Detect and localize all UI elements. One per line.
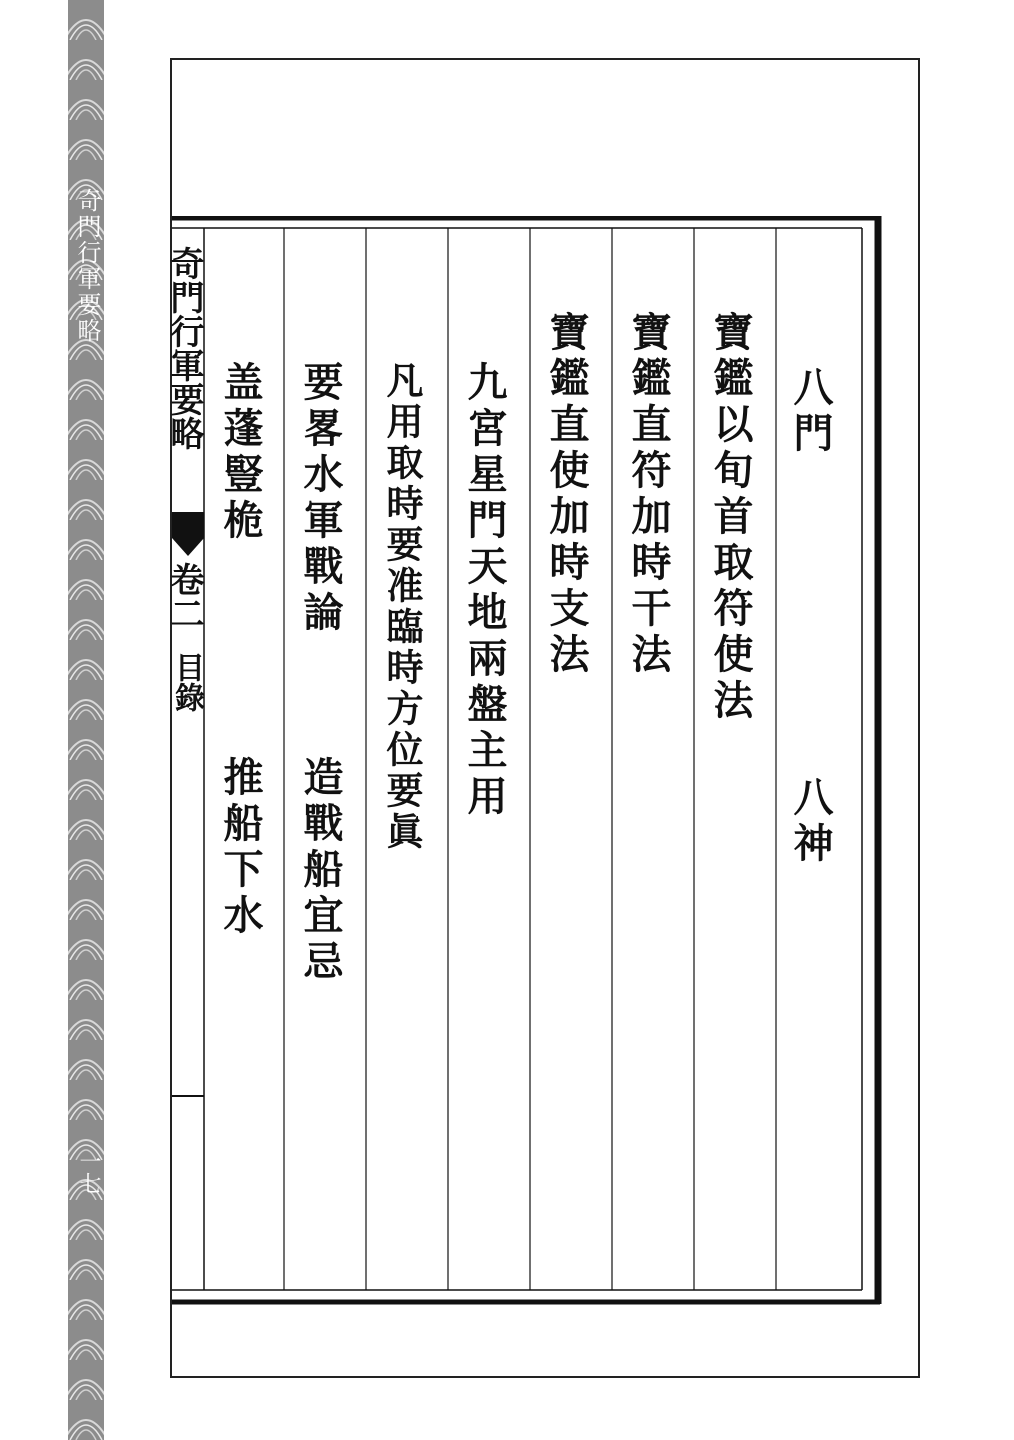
spine-volume: 卷二 bbox=[164, 562, 204, 630]
toc-entry-col7: 要畧水軍戰論 bbox=[297, 361, 344, 637]
printed-page bbox=[164, 216, 882, 1306]
toc-entry-col6: 凡用取時要准臨時方位要眞 bbox=[380, 361, 424, 853]
toc-entry-col2: 寶鑑以旬首取符使法 bbox=[707, 311, 754, 725]
toc-entry-eight-spirits: 八神 bbox=[787, 776, 834, 868]
spine-section: 目錄 bbox=[169, 652, 204, 712]
toc-entry-eight-gates: 八門 bbox=[787, 366, 834, 458]
side-band-title: 奇門行軍要略 bbox=[73, 188, 101, 344]
toc-entry-col5: 九宮星門天地兩盤主用 bbox=[461, 361, 508, 821]
toc-entry-col8-bottom: 推船下水 bbox=[217, 756, 264, 940]
page-rules bbox=[172, 216, 882, 1306]
toc-entry-col4: 寶鑑直使加時支法 bbox=[543, 311, 590, 679]
toc-entry-col8: 盖蓬豎桅 bbox=[217, 361, 264, 545]
toc-entry-col7-bottom: 造戰船宜忌 bbox=[297, 756, 344, 986]
spine-book-title: 奇門行軍要略 bbox=[164, 246, 204, 450]
page-number: 一七 bbox=[76, 1150, 101, 1194]
toc-entry-col3: 寶鑑直符加時干法 bbox=[625, 311, 672, 679]
